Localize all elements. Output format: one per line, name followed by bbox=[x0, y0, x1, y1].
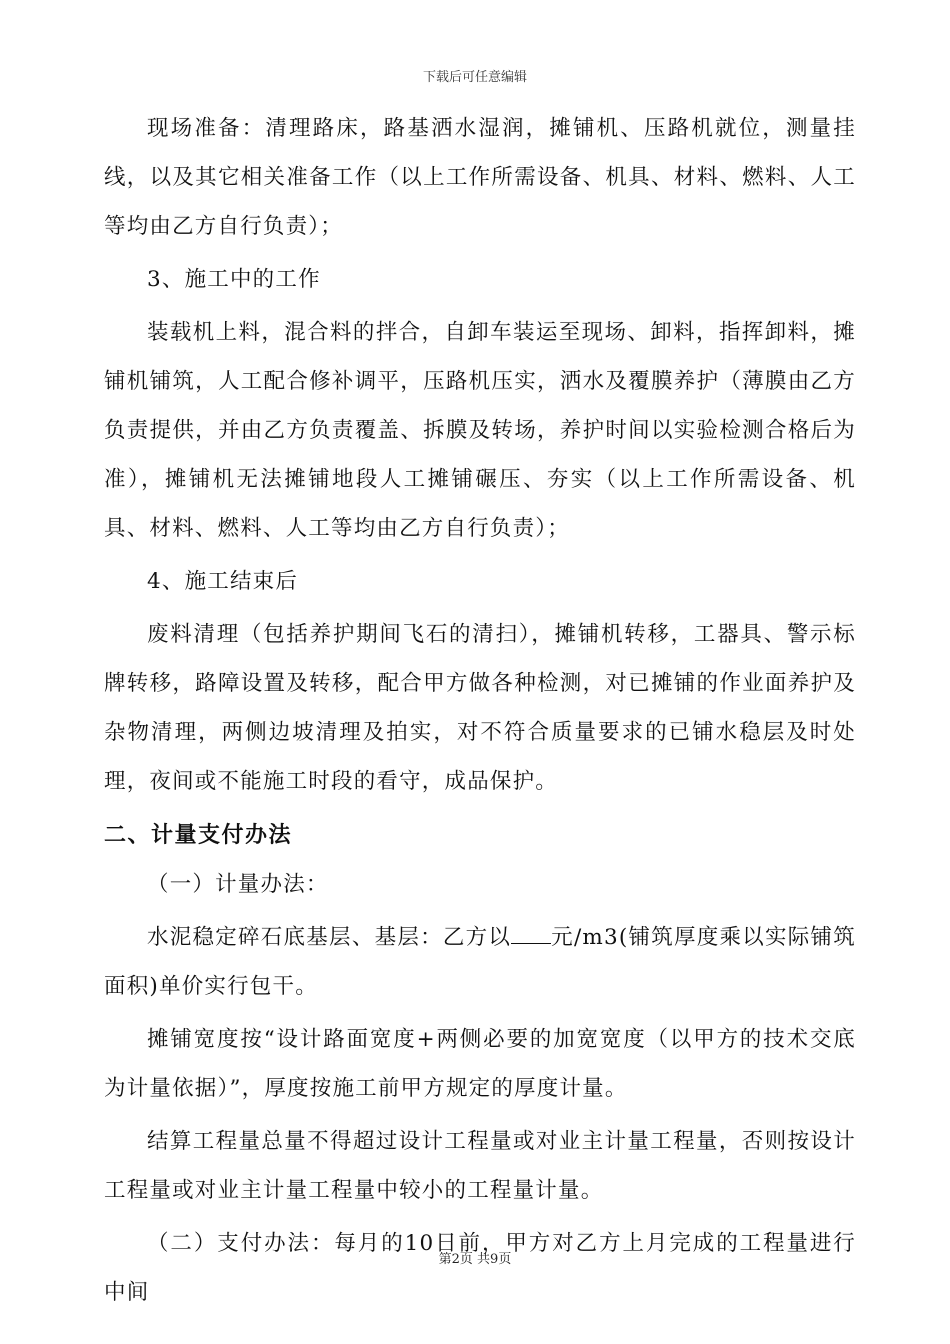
paragraph-cleanup: 废料清理（包括养护期间飞石的清扫），摊铺机转移，工器具、警示标牌转移，路障设置及转移，配合甲方做各种检测，对已摊铺的作业面养护及杂物清理，两侧边坡清理及拍实，对不符合质量要求的已铺水稳层及时处理，夜间或不能施工时段的看守，成品保护。 bbox=[104, 622, 856, 794]
subheading-measurement-method: （一）计量办法： bbox=[147, 872, 329, 897]
section-heading-measurement-payment: 二、计量支付办法 bbox=[104, 823, 293, 848]
subheading-payment-method: （二）支付办法：每月的10日前，甲方对乙方上月完成的工程量进行中间 bbox=[104, 1231, 856, 1305]
page-footer: 第2页 共9页 bbox=[438, 1252, 512, 1267]
paragraph-construction-work: 装载机上料，混合料的拌合，自卸车装运至现场、卸料，指挥卸料，摊铺机铺筑，人工配合修补调平，压路机压实，洒水及覆膜养护（薄膜由乙方负责提供，并由乙方负责覆盖、拆膜及转场，养护时间以实验检测合格后为准），摊铺机无法摊铺地段人工摊铺碾压、夯实（以上工作所需设备、机具、材料、燃料、人工等均由乙方自行负责）； bbox=[104, 320, 856, 541]
page-header: 下载后可任意编辑 bbox=[422, 70, 527, 85]
paragraph-site-preparation: 现场准备：清理路床，路基洒水湿润，摊铺机、压路机就位，测量挂线，以及其它相关准备工作（以上工作所需设备、机具、材料、燃料、人工等均由乙方自行负责）； bbox=[104, 116, 856, 239]
document-body bbox=[104, 104, 856, 1317]
unit-price-suffix: 元/m3(铺筑厚度乘以实际铺筑面积)单价实行包干。 bbox=[104, 925, 857, 999]
price-blank bbox=[511, 943, 551, 944]
unit-price-prefix: 水泥稳定碎石底基层、基层：乙方以 bbox=[147, 925, 512, 950]
paragraph-unit-price bbox=[104, 913, 856, 1011]
item-after-construction: 4、施工结束后 bbox=[147, 569, 299, 594]
item-during-construction: 3、施工中的工作 bbox=[147, 267, 321, 292]
paragraph-settlement-rule: 结算工程量总量不得超过设计工程量或对业主计量工程量，否则按设计工程量或对业主计量工程量中较小的工程量计量。 bbox=[104, 1129, 856, 1203]
paragraph-width-rule: 摊铺宽度按“设计路面宽度+两侧必要的加宽宽度（以甲方的技术交底为计量依据）”，厚度按施工前甲方规定的厚度计量。 bbox=[104, 1027, 856, 1101]
